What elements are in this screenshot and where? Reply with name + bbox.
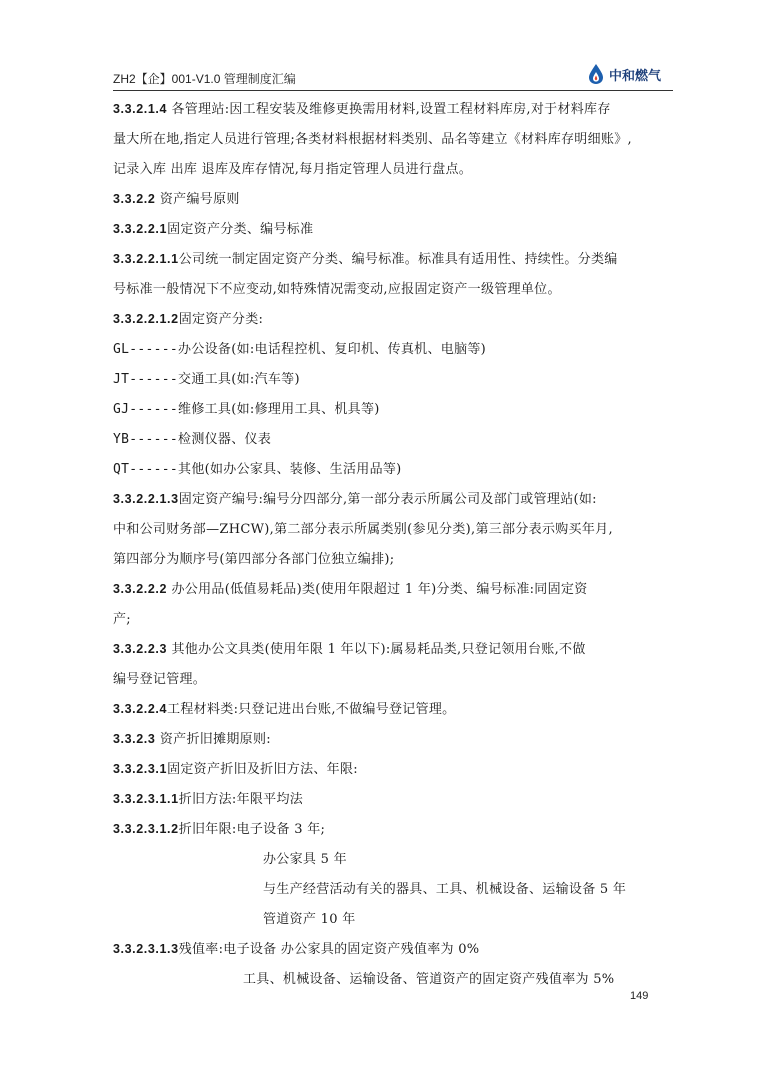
line-text: 检测仪器、仪表 (178, 432, 272, 447)
paragraph-line (113, 608, 131, 627)
page-header (113, 58, 661, 90)
classification-item (113, 398, 380, 417)
paragraph-line (113, 818, 325, 837)
paragraph-line (113, 698, 455, 717)
line-text: 固定资产折旧及折旧方法、年限: (167, 762, 358, 777)
line-text: 中和公司财务部—ZHCW),第二部分表示所属类别(参见分类),第三部分表示购买年月, (113, 522, 613, 537)
line-text: 与生产经营活动有关的器具、工具、机械设备、运输设备 5 年 (263, 882, 627, 897)
paragraph-line (113, 668, 206, 687)
section-number: 3.3.2.2.4 (113, 702, 168, 716)
section-heading (113, 758, 358, 777)
section-number: 3.3.2.3.1.1 (113, 792, 179, 806)
line-text: 号标准一般情况下不应变动,如特殊情况需变动,应报固定资产一级管理单位。 (113, 282, 561, 297)
paragraph-line (113, 788, 303, 807)
company-logo (587, 60, 661, 88)
paragraph-line (113, 278, 561, 297)
line-text: 固定资产分类: (178, 312, 264, 327)
line-text: 其他办公文具类(使用年限 1 年以下):属易耗品类,只登记领用台账,不做 (167, 642, 586, 657)
paragraph-line (113, 488, 597, 507)
logo-text: 中和燃气 (608, 68, 661, 84)
line-text: 折旧年限:电子设备 3 年; (178, 822, 326, 837)
classification-item (113, 428, 271, 447)
line-text: 工具、机械设备、运输设备、管道资产的固定资产残值率为 5% (243, 972, 615, 987)
paragraph-line (113, 638, 586, 657)
line-text: 产; (113, 612, 131, 627)
section-number: 3.3.2.2.1.2 (113, 312, 179, 326)
line-text: 第四部分为顺序号(第四部分各部门位独立编排); (113, 552, 395, 567)
section-number: 3.3.2.1.4 (113, 102, 168, 116)
classification-item (113, 338, 486, 357)
line-text: 公司统一制定固定资产分类、编号标准。标准具有适用性、持续性。分类编 (178, 252, 618, 267)
line-text: 办公家具 5 年 (263, 852, 347, 867)
section-number: 3.3.2.3.1.2 (113, 822, 179, 836)
line-text: 固定资产分类、编号标准 (167, 222, 314, 237)
section-number: 3.3.2.3.1 (113, 762, 168, 776)
line-text: 资产编号原则 (155, 192, 240, 207)
section-number: 3.3.2.3 (113, 732, 156, 746)
section-number: 3.3.2.3.1.3 (113, 942, 179, 956)
line-text: 管道资产 10 年 (263, 912, 356, 927)
line-text: 办公用品(低值易耗品)类(使用年限超过 1 年)分类、编号标准:同固定资 (167, 582, 588, 597)
line-text: 其他(如办公家具、装修、生活用品等) (178, 462, 402, 477)
section-number: 3.3.2.2.3 (113, 642, 168, 656)
section-number: 3.3.2.2.1 (113, 222, 168, 236)
category-code: GL------ (113, 342, 179, 357)
section-number: 3.3.2.2.2 (113, 582, 168, 596)
paragraph-line (113, 128, 632, 147)
paragraph-line (113, 938, 479, 957)
section-heading (113, 728, 271, 747)
section-heading (113, 188, 240, 207)
depreciation-item (263, 878, 626, 897)
category-code: YB------ (113, 432, 179, 447)
line-text: 办公设备(如:电话程控机、复印机、传真机、电脑等) (178, 342, 487, 357)
category-code: GJ------ (113, 402, 179, 417)
section-number: 3.3.2.2 (113, 192, 156, 206)
page-number: 149 (630, 990, 649, 1002)
section-heading (113, 218, 313, 237)
classification-item (113, 368, 300, 387)
category-code: QT------ (113, 462, 179, 477)
category-code: JT------ (113, 372, 179, 387)
line-text: 折旧方法:年限平均法 (178, 792, 304, 807)
flame-drop-icon (587, 63, 605, 85)
line-text: 编号登记管理。 (113, 672, 207, 687)
paragraph-line (113, 158, 472, 177)
depreciation-item (263, 908, 356, 927)
line-text: 资产折旧摊期原则: (155, 732, 271, 747)
paragraph-line (113, 548, 394, 567)
line-text: 量大所在地,指定人员进行管理;各类材料根据材料类别、品名等建立《材料库存明细账》, (113, 132, 632, 147)
line-text: 工程材料类:只登记进出台账,不做编号登记管理。 (167, 702, 456, 717)
header-divider (113, 90, 673, 91)
depreciation-item (263, 848, 347, 867)
section-heading (113, 308, 263, 327)
line-text: 残值率:电子设备 办公家具的固定资产残值率为 0% (178, 942, 480, 957)
paragraph-line (113, 578, 588, 597)
paragraph-line (243, 968, 614, 987)
line-text: 交通工具(如:汽车等) (178, 372, 300, 387)
paragraph-line (113, 518, 613, 537)
section-number: 3.3.2.2.1.1 (113, 252, 179, 266)
line-text: 维修工具(如:修理用工具、机具等) (178, 402, 380, 417)
line-text: 固定资产编号:编号分四部分,第一部分表示所属公司及部门或管理站(如: (178, 492, 597, 507)
classification-item (113, 458, 402, 477)
line-text: 各管理站:因工程安装及维修更换需用材料,设置工程材料库房,对于材料库存 (167, 102, 611, 117)
paragraph-line (113, 98, 611, 117)
section-number: 3.3.2.2.1.3 (113, 492, 179, 506)
header-title: ZH2【企】001-V1.0 管理制度汇编 (113, 72, 296, 86)
line-text: 记录入库 出库 退库及库存情况,每月指定管理人员进行盘点。 (113, 162, 473, 177)
paragraph-line (113, 248, 618, 267)
